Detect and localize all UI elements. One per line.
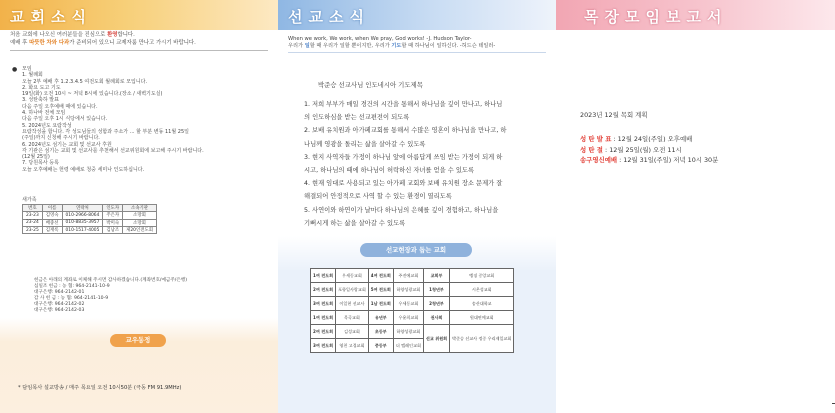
table-cell: 교회부: [423, 269, 449, 283]
church-news-panel: [0, 0, 278, 413]
table-header: 이름: [42, 205, 62, 212]
table-cell: 김영숙: [42, 212, 62, 219]
table-cell: 소망회: [123, 219, 157, 226]
table-cell: 시온성교회: [450, 283, 514, 297]
table-row: [311, 283, 514, 297]
ministry-plan-list: [580, 134, 718, 166]
divider: [10, 50, 268, 51]
announcement-item: (12월 25일): [22, 154, 50, 161]
table-cell: 권사회: [423, 311, 449, 325]
offering-accounts: [34, 278, 187, 315]
prayer-item: 기뻐시게 하는 삶을 살아갈 수 있도록: [304, 219, 406, 227]
prayer-item: 의 인도하심을 받는 선교편전이 되도록: [304, 114, 410, 122]
offering-line: 대구은행: 964-2142-02: [34, 302, 85, 308]
table-cell: 하양성광교회: [393, 283, 423, 297]
members-news-title: 교우동정: [110, 334, 166, 347]
table-cell: 원대연예교회: [450, 311, 514, 325]
ministry-plan-item: 송구영신예배 : 12월 31일(주일) 저녁 10시 30분: [580, 156, 719, 165]
table-cell: 김남조: [103, 226, 123, 233]
table-cell: 1남 전도회: [368, 297, 393, 311]
radio-broadcast-note: * 담임목사 설교방송 / 매주 목요일 오전 10시50분 (극동 FM 91.9MHz): [18, 385, 182, 391]
cell-group-report-panel: [556, 0, 835, 413]
bullet-icon: ●: [12, 66, 18, 73]
offering-line: 대구은행: 964-2142-01: [34, 290, 85, 296]
prayer-item: 해결되어 안정적으로 사역 할 수 있는 환경이 열리도록: [304, 193, 452, 201]
announcement-item: 오늘 2부 예배 후 1.2.3.4.5 여전도회 월례회로 모입니다.: [22, 78, 148, 85]
mission-news-panel: [278, 0, 556, 413]
welcome-line-2: 예배 후 따뜻한 차와 다과가 준비되어 있으니 교제자룸 만나고 가시기 바랍니다.: [10, 40, 196, 46]
announcement-item: 1. 월례회: [22, 72, 43, 79]
table-cell: 주진에교회: [393, 269, 423, 283]
table-cell: 송산대학교: [450, 297, 514, 311]
table-cell: 제20인전도회: [123, 226, 157, 233]
table-cell: 4여 전도회: [368, 269, 393, 283]
table-cell: 23-23: [23, 212, 43, 219]
prayer-list: [304, 98, 506, 230]
church-news-banner: [0, 0, 278, 30]
table-cell: 1여 전도회: [311, 311, 336, 325]
mission-quote-english: When we work, We work, when We pray, God works! -J. Hudson Taylor-: [288, 36, 472, 42]
table-row: [311, 325, 514, 339]
table-row: [311, 269, 514, 283]
table-header: 번호: [23, 205, 43, 212]
welcome-line-1: 처음 교회에 나오신 여러분들을 진심으로 환영합니다.: [10, 32, 135, 38]
table-header: 인도자: [103, 205, 123, 212]
announcement-item: (주일)까지 신청해 주시기 바랍니다.: [22, 135, 100, 142]
announcement-item: 모임: [22, 66, 32, 72]
prayer-item: 나님께 영광을 돌리는 삶을 살아갈 수 있도록: [304, 140, 426, 148]
offering-line: 대구은행: 964-2142-03: [34, 308, 85, 314]
table-cell: 010-2966-8064: [62, 212, 103, 219]
table-cell: 2여 전도회: [311, 325, 336, 339]
announcement-item: 2. 화요 도고 기도: [22, 84, 61, 91]
new-member-label: 새가족: [22, 197, 37, 203]
table-row: [23, 226, 157, 233]
table-cell: 하양성광교회: [393, 325, 423, 339]
prayer-item: 1. 저희 부부가 매일 경건의 시간을 통해서 하나님을 깊이 만나고, 하나님: [304, 101, 503, 108]
table-cell: 포항일사랑교회: [336, 283, 369, 297]
table-cell: 5여 전도회: [368, 283, 393, 297]
table-cell: 목곡교회: [336, 311, 369, 325]
prayer-item: 4. 현재 임대로 사용되고 있는 아가페 교회와 보배 유치원 장소 문제가 잘: [304, 180, 503, 188]
announcement-item: 4. 하나바 전체 모임: [22, 110, 66, 117]
table-cell: 우세동교회: [393, 297, 423, 311]
table-cell: 중등부: [368, 339, 393, 353]
table-cell: 010-8835-3957: [62, 219, 103, 226]
table-cell: 이일현 선교사: [336, 297, 369, 311]
table-cell: 벵징 중앙교회: [450, 269, 514, 283]
prayer-item: 시고, 하나님의 때에 하나님이 허락하신 자녀를 얻을 수 있도록: [304, 166, 475, 174]
table-cell: 더 엘레인교회: [393, 339, 423, 353]
table-header: 소속기관: [123, 205, 157, 212]
announcement-item: 3. 성탄축하 발표: [22, 97, 59, 104]
table-cell: 우윤희교회: [393, 311, 423, 325]
table-cell: 3여 전도회: [311, 297, 336, 311]
cell-group-report-title: 목장모임보고서: [584, 8, 728, 26]
table-row: [23, 212, 157, 219]
mission-news-banner: [278, 0, 556, 30]
table-cell: 23-24: [23, 219, 43, 226]
church-news-title: 교회소식: [10, 8, 92, 26]
table-row: [23, 219, 157, 226]
offering-line: 감 사 헌 금 : 농 협: 964-2141-10-9: [34, 296, 109, 302]
supported-churches-title: 선교현장과 돕는 교회: [360, 243, 472, 257]
table-cell: 소망회: [123, 212, 157, 219]
table-cell: 배중선: [42, 219, 62, 226]
table-cell: 1여 전도회: [311, 269, 336, 283]
table-cell: 김재록: [42, 226, 62, 233]
prayer-item: 3. 현지 사역자들 가정이 하나님 앞에 아름답게 쓰임 받는 가정이 되게 하: [304, 153, 503, 161]
table-cell: 010-1517-4005: [62, 226, 103, 233]
table-cell: 2여 전도회: [311, 283, 336, 297]
announcement-item: 7. 당원목사 등록: [22, 160, 59, 167]
members-news-area: [0, 318, 278, 413]
prayer-item: 2. 보배 유치원과 아가페교회를 통해서 수많은 영혼이 하나님을 만나고, 하: [304, 127, 507, 135]
prayer-heading: 박준승 선교사님 인도네시아 기도제목: [318, 81, 423, 89]
announcement-item: 오늘 오후예배는 헌령 예배로 청중 세미나 인도하십니다.: [22, 166, 145, 173]
announcement-item: 19일(화) 오전 10시 ~ 저녁 8시에 있습니다.(장소 / 새벽기도실): [22, 91, 163, 98]
table-row: [311, 297, 514, 311]
ministry-plan-item: 성 탄 절 : 12월 25일(월) 오전 11시: [580, 145, 682, 154]
cell-group-report-banner: [556, 0, 835, 30]
announcement-item: 다음 주일 오후 1시 식당에서 있습니다.: [22, 116, 108, 123]
new-member-table: [22, 204, 157, 234]
table-cell: 23-25: [23, 226, 43, 233]
ministry-plan-item: 성 탄 발 표 : 12월 24일(주일) 오후예배: [580, 135, 693, 143]
mission-news-title: 선교소식: [288, 8, 370, 26]
table-row: [311, 311, 514, 325]
prayer-item: 5. 사연이와 하연이가 날마다 하나님의 은혜를 깊이 경험하고, 하나님을: [304, 206, 499, 214]
announcement-item: 요람작성을 합니다. 각 성도님들의 성함과 주소가 ... 할 부분 변동 11월 25일: [22, 128, 189, 135]
table-cell: 2청년부: [423, 297, 449, 311]
divider: [288, 52, 546, 53]
ministry-plan-heading: 2023년 12월 목회 계획: [580, 111, 648, 119]
offering-line: 헌금은 아래의 계좌로 이체해 주시면 감사하겠습니다.(계좌번호/예금주/은행): [34, 278, 188, 283]
announcement-item: 각 기관은 섬기는 교회 및 선교사를 추천해서 선교위원회에 보고해 주시기 바랍니다.: [22, 147, 204, 154]
table-cell: 우세동교회: [336, 269, 369, 283]
table-cell: 김성교회: [336, 325, 369, 339]
offering-line: 십일조 헌금 : 농 협: 964-2141-10-9: [34, 284, 110, 290]
table-header: 연락처: [62, 205, 103, 212]
announcement-item: 5. 2024년도 요람작성: [22, 122, 72, 129]
table-cell: 1청년부: [423, 283, 449, 297]
mission-quote-korean: 우리가 일할 때 우리가 일할 뿐이지만, 우리가 기도할 때 하나님이 일하신다. -허드슨 테일러-: [288, 43, 496, 49]
announcement-item: 6. 2024년도 섬기는 교회 및 선교사 후원: [22, 141, 112, 148]
announcement-item: 다음 주일 오후예배 때에 있습니다.: [22, 103, 98, 110]
supported-churches-table: [310, 268, 514, 353]
table-header-row: [23, 205, 157, 212]
table-cell: 선교 위원회: [423, 325, 449, 353]
table-cell: 3여 전도회: [311, 339, 336, 353]
table-cell: 유년부: [368, 311, 393, 325]
table-cell: 영천 고경교회: [336, 339, 369, 353]
announcement-list: [22, 66, 204, 173]
table-cell: 박준승 선교사 정중 우리제일교회: [450, 325, 514, 353]
table-cell: 주은자: [103, 212, 123, 219]
table-cell: 박미숙: [103, 219, 123, 226]
table-cell: 초등부: [368, 325, 393, 339]
